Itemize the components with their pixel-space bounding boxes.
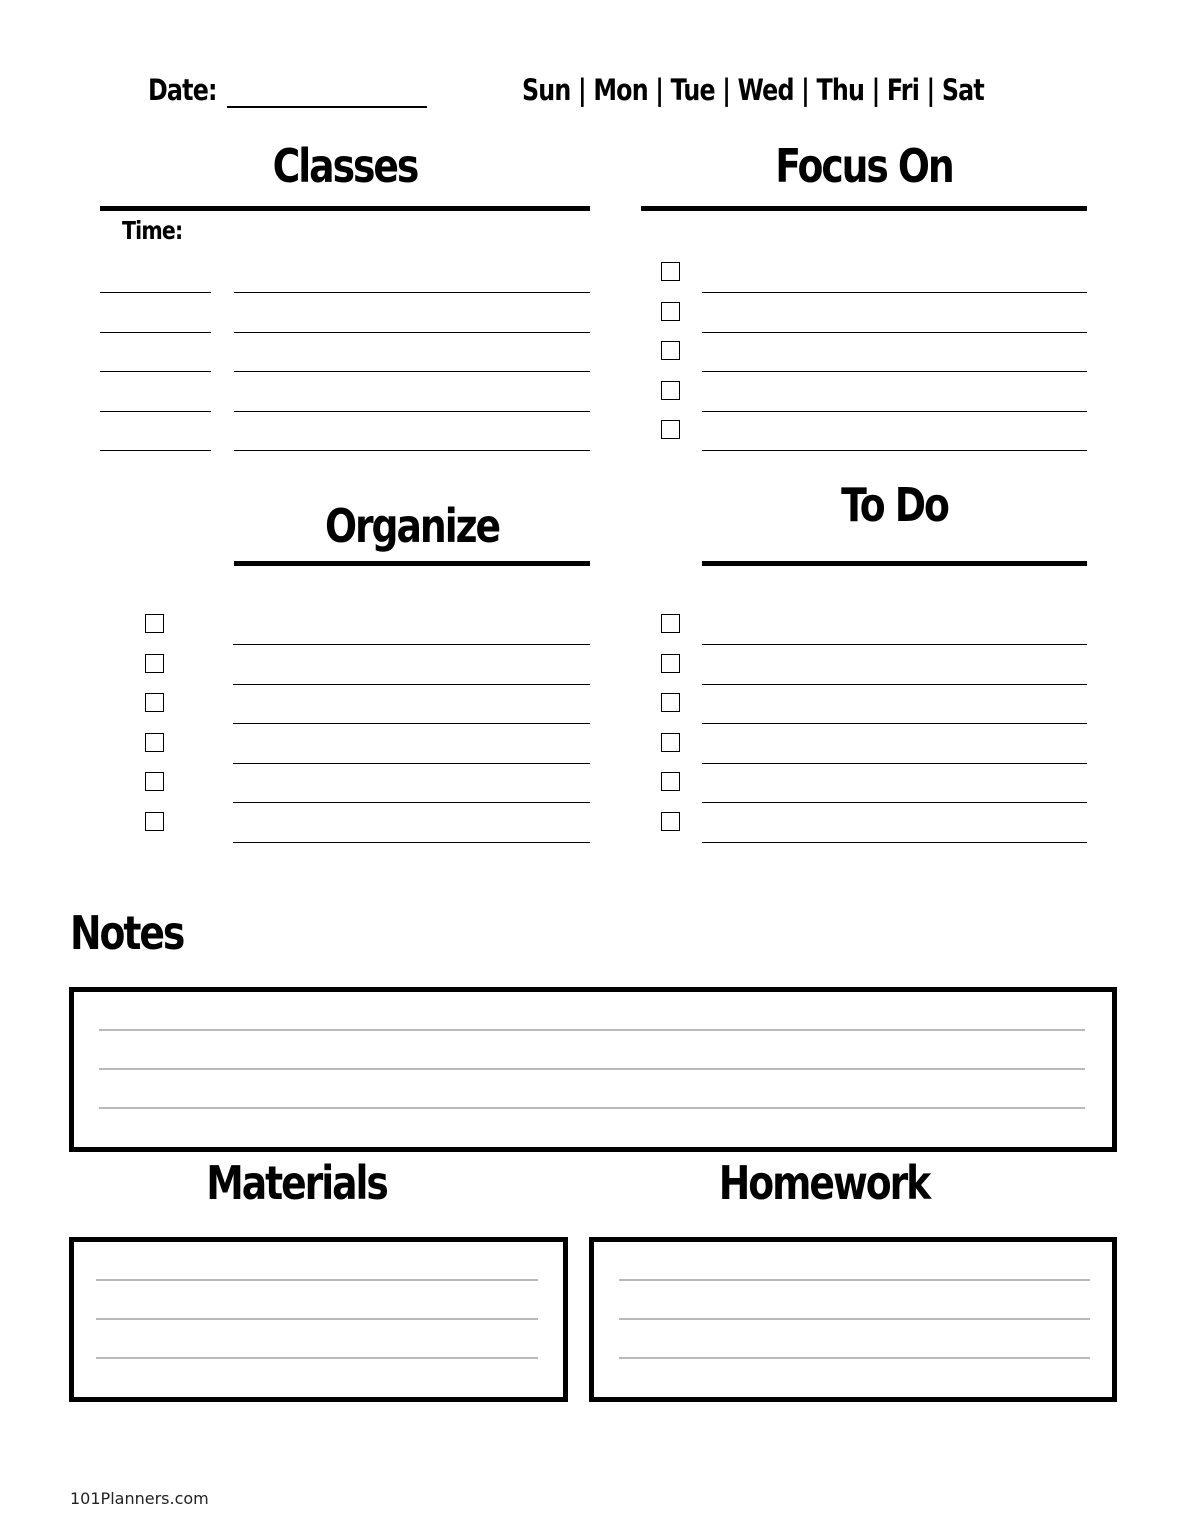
day-separator: |	[647, 73, 671, 107]
todo-item-checkbox[interactable]	[661, 693, 680, 712]
time-label: Time:	[122, 216, 183, 245]
todo-item-checkbox[interactable]	[661, 654, 680, 673]
focus-item-field[interactable]	[702, 292, 1087, 293]
day-separator: |	[570, 73, 594, 107]
time-field[interactable]	[100, 411, 211, 412]
time-field[interactable]	[100, 292, 211, 293]
time-field[interactable]	[100, 450, 211, 451]
ruled-line	[619, 1318, 1090, 1320]
focus-item-checkbox[interactable]	[661, 302, 680, 321]
organize-item-checkbox[interactable]	[145, 772, 164, 791]
todo-item-field[interactable]	[702, 842, 1087, 843]
day-option-wed[interactable]: Wed	[737, 73, 794, 107]
organize-item-field[interactable]	[233, 842, 590, 843]
day-option-fri[interactable]: Fri	[886, 73, 920, 107]
day-separator: |	[714, 73, 738, 107]
weekday-selector	[522, 73, 984, 107]
time-field[interactable]	[100, 371, 211, 372]
day-option-tue[interactable]: Tue	[670, 73, 715, 107]
class-field[interactable]	[234, 332, 590, 333]
todo-item-field[interactable]	[702, 802, 1087, 803]
focus-item-field[interactable]	[702, 332, 1087, 333]
focus-on-title: Focus On	[775, 139, 953, 193]
todo-item-checkbox[interactable]	[661, 614, 680, 633]
organize-item-field[interactable]	[233, 644, 590, 645]
date-label: Date:	[148, 73, 217, 107]
todo-item-checkbox[interactable]	[661, 772, 680, 791]
ruled-line	[96, 1357, 538, 1359]
day-separator: |	[864, 73, 887, 107]
todo-item-field[interactable]	[702, 723, 1087, 724]
notes-title: Notes	[70, 906, 184, 960]
ruled-line	[96, 1318, 538, 1320]
day-separator: |	[919, 73, 942, 107]
ruled-line	[619, 1279, 1090, 1281]
day-option-sun[interactable]: Sun	[522, 73, 571, 107]
ruled-line	[99, 1029, 1085, 1031]
organize-item-field[interactable]	[233, 763, 590, 764]
day-option-mon[interactable]: Mon	[593, 73, 648, 107]
ruled-line	[99, 1107, 1085, 1109]
class-field[interactable]	[234, 292, 590, 293]
organize-item-checkbox[interactable]	[145, 812, 164, 831]
focus-on-rule	[641, 206, 1087, 211]
ruled-line	[96, 1279, 538, 1281]
organize-item-checkbox[interactable]	[145, 733, 164, 752]
focus-item-checkbox[interactable]	[661, 341, 680, 360]
date-field[interactable]	[227, 106, 427, 108]
class-field[interactable]	[234, 450, 590, 451]
organize-item-field[interactable]	[233, 723, 590, 724]
classes-rule	[100, 206, 590, 211]
to-do-rule	[702, 561, 1087, 566]
focus-item-field[interactable]	[702, 371, 1087, 372]
homework-title: Homework	[718, 1156, 930, 1210]
focus-item-checkbox[interactable]	[661, 420, 680, 439]
todo-item-checkbox[interactable]	[661, 733, 680, 752]
time-field[interactable]	[100, 332, 211, 333]
organize-title: Organize	[324, 499, 500, 553]
to-do-title: To Do	[841, 478, 948, 532]
organize-rule	[234, 561, 590, 566]
focus-item-field[interactable]	[702, 450, 1087, 451]
ruled-line	[99, 1068, 1085, 1070]
organize-item-checkbox[interactable]	[145, 654, 164, 673]
classes-title: Classes	[272, 139, 418, 193]
focus-item-field[interactable]	[702, 411, 1087, 412]
day-option-sat[interactable]: Sat	[941, 73, 984, 107]
todo-item-field[interactable]	[702, 763, 1087, 764]
day-option-thu[interactable]: Thu	[816, 73, 865, 107]
class-field[interactable]	[234, 411, 590, 412]
materials-title: Materials	[206, 1156, 387, 1210]
todo-item-field[interactable]	[702, 644, 1087, 645]
todo-item-field[interactable]	[702, 684, 1087, 685]
footer-site: 101Planners.com	[70, 1489, 209, 1508]
todo-item-checkbox[interactable]	[661, 812, 680, 831]
organize-item-checkbox[interactable]	[145, 614, 164, 633]
organize-item-checkbox[interactable]	[145, 693, 164, 712]
day-separator: |	[793, 73, 817, 107]
class-field[interactable]	[234, 371, 590, 372]
focus-item-checkbox[interactable]	[661, 262, 680, 281]
ruled-line	[619, 1357, 1090, 1359]
organize-item-field[interactable]	[233, 802, 590, 803]
organize-item-field[interactable]	[233, 684, 590, 685]
focus-item-checkbox[interactable]	[661, 381, 680, 400]
